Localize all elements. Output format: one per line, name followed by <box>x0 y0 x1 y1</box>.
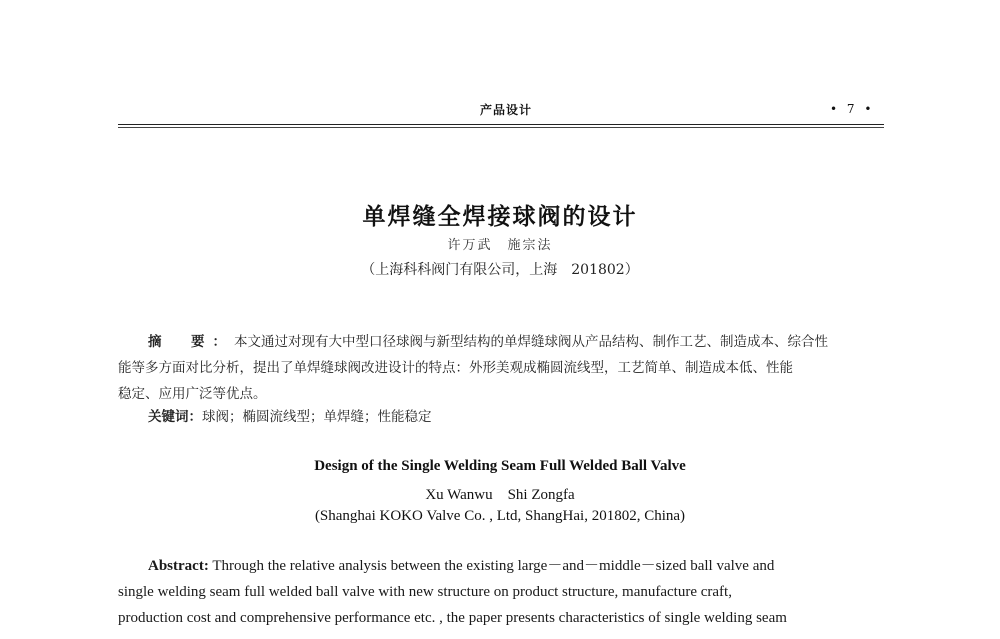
affiliation: （上海科科阀门有限公司，上海 201802） <box>361 262 639 278</box>
keywords-text: 球阀；椭圆流线型；单焊缝；性能稳定 <box>202 409 432 425</box>
abstract-label: 摘 要： <box>148 334 234 350</box>
abstract-line: 能等多方面对比分析，提出了单焊缝球阀改进设计的特点：外形美观成椭圆流线型，工艺简单、制造成本低、性能 <box>118 360 793 376</box>
authors: 许万武 施宗法 <box>447 238 553 253</box>
running-header-section: 产品设计 <box>480 103 533 117</box>
paper-title: 单焊缝全焊接球阀的设计 <box>362 204 638 230</box>
english-affiliation: (Shanghai KOKO Valve Co. , Ltd, ShangHai, 201802, China) <box>314 508 686 524</box>
abstract-line: 本文通过对现有大中型口径球阀与新型结构的单焊缝球阀从产品结构、制作工艺、制造成本、综合性 <box>234 334 828 350</box>
english-abstract-line: Through the relative analysis between the existing large－and－middle－sized ball valve and <box>212 558 775 574</box>
english-abstract-label: Abstract: <box>148 558 209 574</box>
page-number: • 7 • <box>830 102 875 116</box>
english-abstract-line: production cost and comprehensive performance etc. , the paper presents characteristics of single welding seam <box>118 610 787 626</box>
abstract-english <box>118 553 884 631</box>
header-rule-thick <box>118 124 884 125</box>
abstract-line: 稳定、应用广泛等优点。 <box>118 386 267 402</box>
header-rule-thin <box>118 127 884 128</box>
english-title: Design of the Single Welding Seam Full Welded Ball Valve <box>314 458 686 474</box>
abstract-chinese <box>118 329 884 407</box>
english-authors: Xu Wanwu Shi Zongfa <box>425 487 575 503</box>
keywords-label: 关键词： <box>148 409 202 425</box>
keywords <box>148 405 432 425</box>
english-abstract-line: single welding seam full welded ball valve with new structure on product structure, manufacture craft, <box>118 584 732 600</box>
